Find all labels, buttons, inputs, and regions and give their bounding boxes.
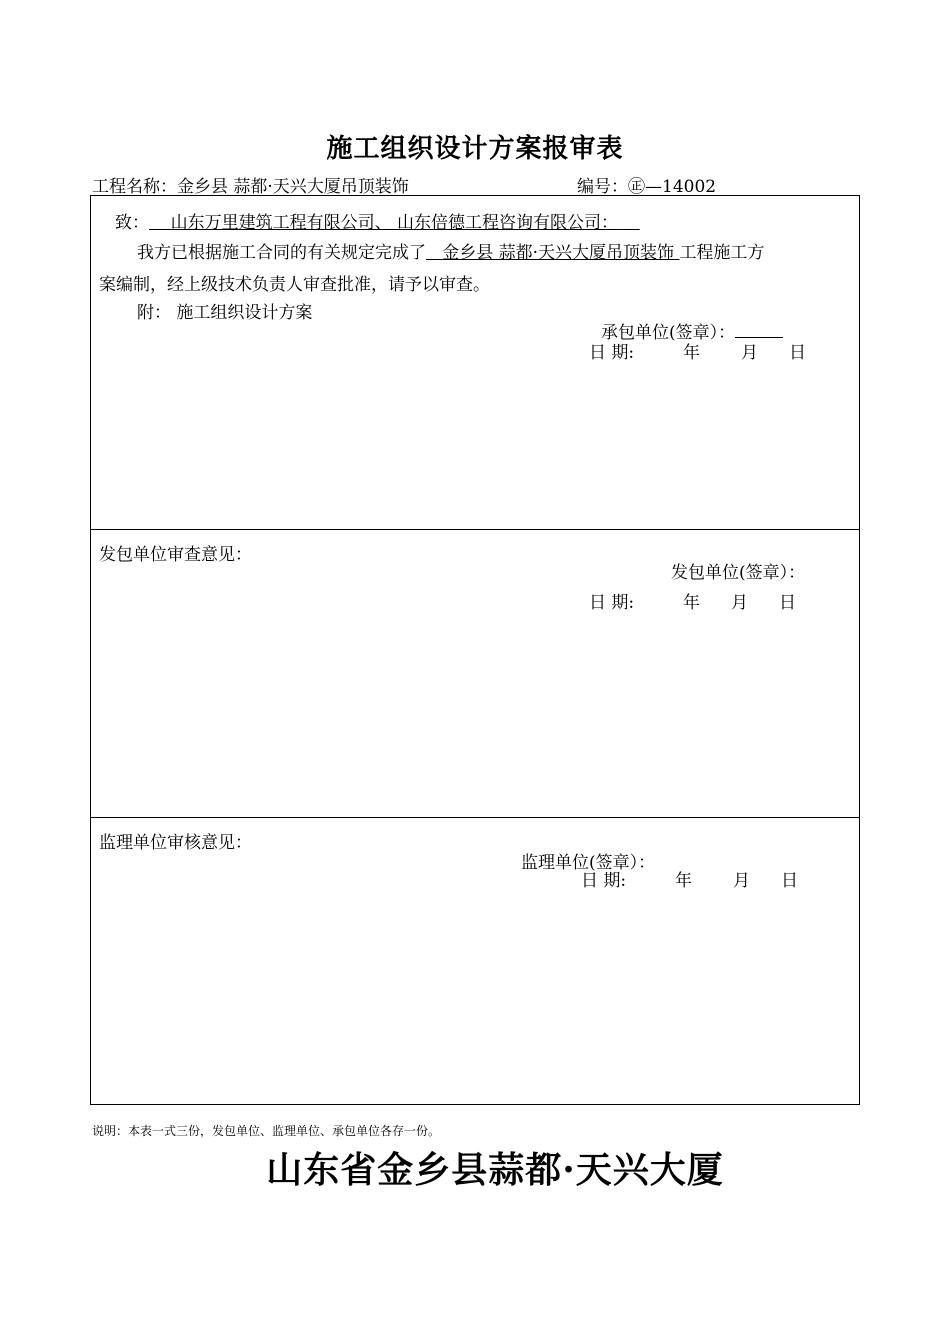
body-line-2: 案编制，经上级技术负责人审查批准，请予以审查。 xyxy=(99,275,490,295)
day-label: 日 xyxy=(779,593,796,613)
month-label: 月 xyxy=(733,871,750,891)
employer-sign-label: 发包单位(签章）： xyxy=(671,563,806,583)
supervisor-sign-label: 监理单位(签章）： xyxy=(521,853,656,873)
year-label: 年 xyxy=(675,871,692,891)
employer-review-section xyxy=(91,530,859,818)
employer-date-line xyxy=(589,588,796,613)
contractor-sign-label: 承包单位(签章）： xyxy=(601,323,736,343)
year-label: 年 xyxy=(683,593,700,613)
recipient-value: 山东万里建筑工程有限公司、 山东倍德工程咨询有限公司： xyxy=(170,213,619,233)
body-line-1 xyxy=(137,238,764,263)
submission-section xyxy=(91,196,859,530)
month-label: 月 xyxy=(741,343,758,363)
body-prefix: 我方已根据施工合同的有关规定完成了 xyxy=(137,243,426,263)
body-suffix: 工程施工方 xyxy=(679,243,765,263)
document-title: 施工组织设计方案报审表 xyxy=(326,134,624,164)
recipient-label: 致： xyxy=(115,213,149,233)
year-label: 年 xyxy=(683,343,700,363)
day-label: 日 xyxy=(781,871,798,891)
form-note: 说明：本表一式三份，发包单位、监理单位、承包单位各存一份。 xyxy=(92,1124,441,1138)
signature-blank xyxy=(735,323,783,338)
contractor-date-line xyxy=(589,338,806,363)
number-label: 编号： xyxy=(577,177,628,197)
recipient-line xyxy=(115,208,640,233)
project-name-line xyxy=(92,172,409,197)
project-name: 金乡县 蒜都·天兴大厦吊顶装饰 xyxy=(177,177,409,197)
supervisor-review-title: 监理单位审核意见： xyxy=(99,833,252,853)
date-label: 日 期: xyxy=(581,871,627,891)
attachment-line: 附： 施工组织设计方案 xyxy=(137,303,313,323)
supervisor-review-section xyxy=(91,818,859,1106)
project-label: 工程名称： xyxy=(92,177,177,197)
date-label: 日 期: xyxy=(589,343,635,363)
approval-form-table xyxy=(90,195,860,1105)
supervisor-date-line xyxy=(581,866,798,891)
employer-review-title: 发包单位审查意见： xyxy=(99,545,252,565)
number-value: ㊣—14002 xyxy=(628,177,717,197)
footer-heading: 山东省金乡县蒜都·天兴大厦 xyxy=(266,1149,724,1191)
body-project: 金乡县 蒜都·天兴大厦吊顶装饰 xyxy=(442,243,675,263)
month-label: 月 xyxy=(731,593,748,613)
date-label: 日 期: xyxy=(589,593,635,613)
day-label: 日 xyxy=(789,343,806,363)
number-line xyxy=(577,172,716,197)
